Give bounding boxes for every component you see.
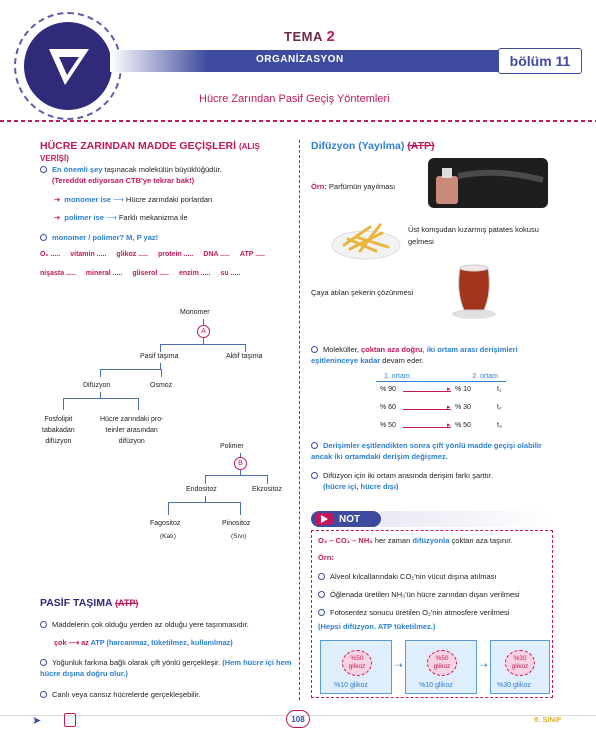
- marker-b: B: [234, 457, 247, 470]
- note-item: Fotosentez sonucu üretilen O₂'nin atmosfere verilmesi: [318, 608, 509, 617]
- bullet-icon: [318, 609, 325, 616]
- table-header-2: 2. ortam: [472, 373, 498, 380]
- arrow-head-icon: ▸: [447, 422, 451, 429]
- equilibrium-rule: Derişimler eşitlendikten sonra çift yönlü madde geçişi olabilir ancak iki ortamdaki derişim değişmez.: [311, 441, 542, 461]
- tree-pino-sub: (Sıvı): [231, 533, 247, 540]
- pasif-title: PASİF TAŞIMA (ATP): [40, 597, 139, 609]
- footer-logo-icon: [64, 713, 76, 727]
- question-line: monomer / polimer? M, P yaz!: [40, 233, 158, 242]
- arrow-head-icon: ▸: [447, 386, 451, 393]
- bullet-icon: [311, 346, 318, 353]
- table-row-b: % 10: [455, 386, 471, 393]
- table-row: % 50: [380, 422, 396, 429]
- note-example-label: Örn:: [318, 553, 334, 562]
- pasif-item-1: Maddelerin çok olduğu yerden az olduğu yere taşınmasıdır.: [40, 620, 295, 629]
- cell-3: %30 glikoz: [505, 650, 535, 676]
- tree-endositoz: Endositoz: [186, 486, 217, 493]
- bullet-icon: [40, 659, 47, 666]
- concentration-table: [376, 373, 506, 382]
- cell-1: %50 glikoz: [342, 650, 372, 676]
- table-row-b: % 30: [455, 404, 471, 411]
- tree-fosfolipit: Fosfolipit tabakadan difüzyon: [42, 416, 75, 445]
- arrow-right-icon: ⇢: [480, 660, 488, 670]
- bullet-icon: [40, 621, 47, 628]
- table-row: % 60: [380, 404, 396, 411]
- arrow-head-icon: ▸: [447, 404, 451, 411]
- footer-arrow-icon: ➤: [32, 715, 42, 727]
- tree-osmoz: Osmoz: [150, 382, 173, 389]
- tree-fagositoz: Fagositoz: [150, 520, 181, 527]
- arrow-right-icon: ➔: [54, 213, 61, 222]
- fries-image: [330, 215, 402, 261]
- right-section-title: Difüzyon (Yayılma) (ATP): [311, 140, 435, 152]
- gradient-rule: Difüzyon için iki ortam arasında derişim farkı şarttır. (hücre içi, hücre dışı): [311, 470, 556, 492]
- tree-pinositoz: Pinositoz: [222, 520, 251, 527]
- tree-difuzyon: Difüzyon: [83, 382, 111, 389]
- perfume-image: [428, 158, 548, 208]
- table-row: % 90: [380, 386, 396, 393]
- beaker-1-label: %10 glikoz: [334, 682, 368, 689]
- tree-monomer: Monomer: [180, 309, 210, 316]
- note-item: Öğlenada üretilen NH₃'ün hücre zarından dışarı verilmesi: [318, 590, 520, 599]
- example-perfume: Örn: Parfümün yayılması: [311, 182, 396, 191]
- arrow-line: [403, 391, 451, 392]
- page-number: 108: [286, 710, 310, 728]
- table-row-b: % 50: [455, 422, 471, 429]
- tree-ekzositoz: Ekzositoz: [252, 486, 282, 493]
- blanks-row-1: O₂ ..... vitamin ..... glikoz ..... protein ..... DNA ..... ATP .....: [40, 251, 265, 258]
- tree-hucre-zar: Hücre zarındaki pro- teinler arasından difüzyon: [100, 416, 164, 445]
- bullet-icon: [311, 442, 318, 449]
- polimer-rule: ➔ polimer ise ⟶ Farklı mekanizma ile: [54, 213, 188, 222]
- pasif-item-2: çok ⟶ az ATP (harcanmaz, tüketilmez, kullanılmaz): [54, 638, 233, 647]
- intro-paragraph: En önemli şey taşınacak molekülün büyüklüğüdür. (Tereddüt ediyorsan CTB'ye tekrar bak!): [40, 164, 295, 186]
- blanks-row-2: nişasta ..... mineral ..... gliserol ..... enzim ..... su .....: [40, 270, 241, 277]
- tree-aktif: Aktif taşıma: [226, 353, 263, 360]
- classification-tree: [0, 0, 300, 560]
- bullet-icon: [40, 691, 47, 698]
- table-row-t: t₁: [497, 386, 502, 393]
- arrow-line: [403, 427, 451, 428]
- section-badge: bölüm 11: [498, 48, 582, 74]
- note-conclusion: (Hepsi difüzyon. ATP tüketilmez.): [318, 622, 436, 631]
- tree-pasif: Pasif taşıma: [140, 353, 179, 360]
- marker-a: A: [197, 325, 210, 338]
- note-tag: NOT: [311, 511, 381, 527]
- tree-fago-sub: (Katı): [160, 533, 176, 540]
- left-section-title: HÜCRE ZARINDAN MADDE GEÇİŞLERİ (ALIŞ VERİŞİ): [40, 140, 260, 163]
- page-subtitle: Hücre Zarından Pasif Geçiş Yöntemleri: [199, 93, 390, 105]
- tema-label: TEMA 2: [284, 28, 336, 45]
- example-fries: Üst komşudan kızarmış patates kokusu gelmesi: [408, 225, 539, 246]
- tea-image: [450, 262, 498, 320]
- note-header-band: [380, 511, 553, 527]
- beaker-2-label: %10 glikoz: [419, 682, 453, 689]
- diffusion-rule: Moleküller, çoktan aza doğru, iki ortam arası derişimleri eşitleninceye kadar devam eder.: [311, 345, 518, 365]
- arrow-right-icon: ⇢: [395, 660, 403, 670]
- band-title: ORGANİZASYON: [256, 54, 344, 65]
- cell-2: %50 glikoz: [427, 650, 457, 676]
- tree-polimer: Polimer: [220, 443, 244, 450]
- bullet-icon: [318, 591, 325, 598]
- arrow-right-icon: ➔: [54, 195, 61, 204]
- bullet-icon: [311, 472, 318, 479]
- grade-label: 9. SINIF: [534, 715, 562, 724]
- table-row-t: t₃: [497, 422, 502, 429]
- pasif-item-4: Canlı veya cansız hücrelerde gerçekleşebilir.: [40, 690, 295, 699]
- note-item: Alveol kılcallarındaki CO₂'nin vücut dışına atılması: [318, 572, 497, 581]
- example-tea: Çaya atılan şekerin çözünmesi: [311, 288, 414, 297]
- note-line-1: O₂ – CO₂ – NH₃ her zaman difüzyonla çoktan aza taşınır.: [318, 536, 513, 545]
- monomer-rule: ➔ monomer ise ⟶ Hücre zarındaki porlardan: [54, 195, 213, 204]
- pasif-item-3: Yoğunluk farkına bağlı olarak çift yönlü gerçekleşir. (Hem hücre içi hem hücre dışına doğru olur.): [40, 658, 292, 678]
- video-play-icon: [315, 513, 333, 525]
- table-row-t: t₂: [497, 404, 502, 411]
- beaker-3-label: %30 glikoz: [497, 682, 531, 689]
- bullet-icon: [318, 573, 325, 580]
- table-header-1: 1. ortam: [384, 373, 410, 380]
- arrow-line: [403, 409, 451, 410]
